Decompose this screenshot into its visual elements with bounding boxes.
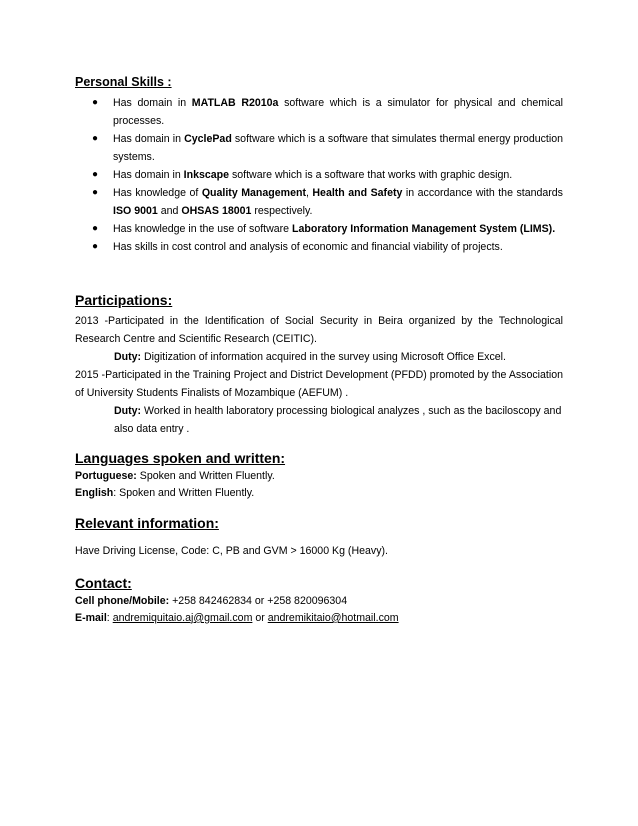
participation-entry-2015: 2015 -Participated in the Training Project and District Development (PFDD) promoted by the Association of University Students Finalists of Mozambique (AEFUM) .	[75, 368, 563, 399]
personal-skills-section	[75, 75, 563, 256]
bullet-icon: ●	[92, 133, 99, 144]
contact-email: E-mail: andremiquitaio.aj@gmail.com or andremikitaio@hotmail.com	[75, 611, 399, 624]
contact-section	[75, 575, 563, 627]
participations-section	[75, 292, 563, 438]
participation-entry-2013: 2013 -Participated in the Identification of Social Security in Beira organized by the Technological Research Centre and Scientific Research (CEITIC).	[75, 314, 563, 345]
skill-item: ● Has knowledge of Quality Management, Health and Safety in accordance with the standards ISO 9001 and OHSAS 18001 respectively.	[75, 184, 563, 220]
languages-section	[75, 450, 563, 502]
bullet-icon: ●	[92, 223, 99, 234]
skills-list	[75, 94, 563, 256]
contact-phone: Cell phone/Mobile: +258 842462834 or +258 820096304	[75, 594, 348, 607]
bullet-icon: ●	[92, 169, 99, 180]
contact-heading: Contact:	[75, 575, 132, 591]
participation-duty-2013: Duty: Digitization of information acquired in the survey using Microsoft Office Excel.	[114, 350, 506, 363]
email-link-gmail[interactable]: andremiquitaio.aj@gmail.com	[112, 611, 253, 624]
relevant-info-heading: Relevant information:	[75, 515, 219, 531]
personal-skills-heading: Personal Skills :	[75, 75, 172, 89]
driving-license-text: Have Driving License, Code: C, PB and GVM > 16000 Kg (Heavy).	[75, 544, 388, 557]
skill-item: ● Has domain in MATLAB R2010a software which is a simulator for physical and chemical processes.	[75, 94, 563, 130]
relevant-info-section	[75, 515, 563, 560]
email-link-hotmail[interactable]: andremikitaio@hotmail.com	[267, 611, 399, 624]
participation-duty-2015: Duty: Worked in health laboratory processing biological analyzes , such as the baciloscopy and also data entry .	[114, 404, 562, 435]
skill-item: ● Has domain in Inkscape software which is a software that works with graphic design.	[75, 166, 563, 184]
bullet-icon: ●	[92, 241, 99, 252]
languages-heading: Languages spoken and written:	[75, 450, 286, 466]
skill-item: ● Has skills in cost control and analysis of economic and financial viability of projects.	[75, 238, 563, 256]
bullet-icon: ●	[92, 97, 99, 108]
bullet-icon: ●	[92, 187, 99, 198]
participations-heading: Participations:	[75, 292, 173, 308]
skill-item: ● Has domain in CyclePad software which is a software that simulates thermal energy production systems.	[75, 130, 563, 166]
language-portuguese: Portuguese: Spoken and Written Fluently.	[75, 469, 275, 482]
skill-item: ● Has knowledge in the use of software Laboratory Information Management System (LIMS).	[75, 220, 563, 238]
language-english: English: Spoken and Written Fluently.	[75, 486, 255, 499]
